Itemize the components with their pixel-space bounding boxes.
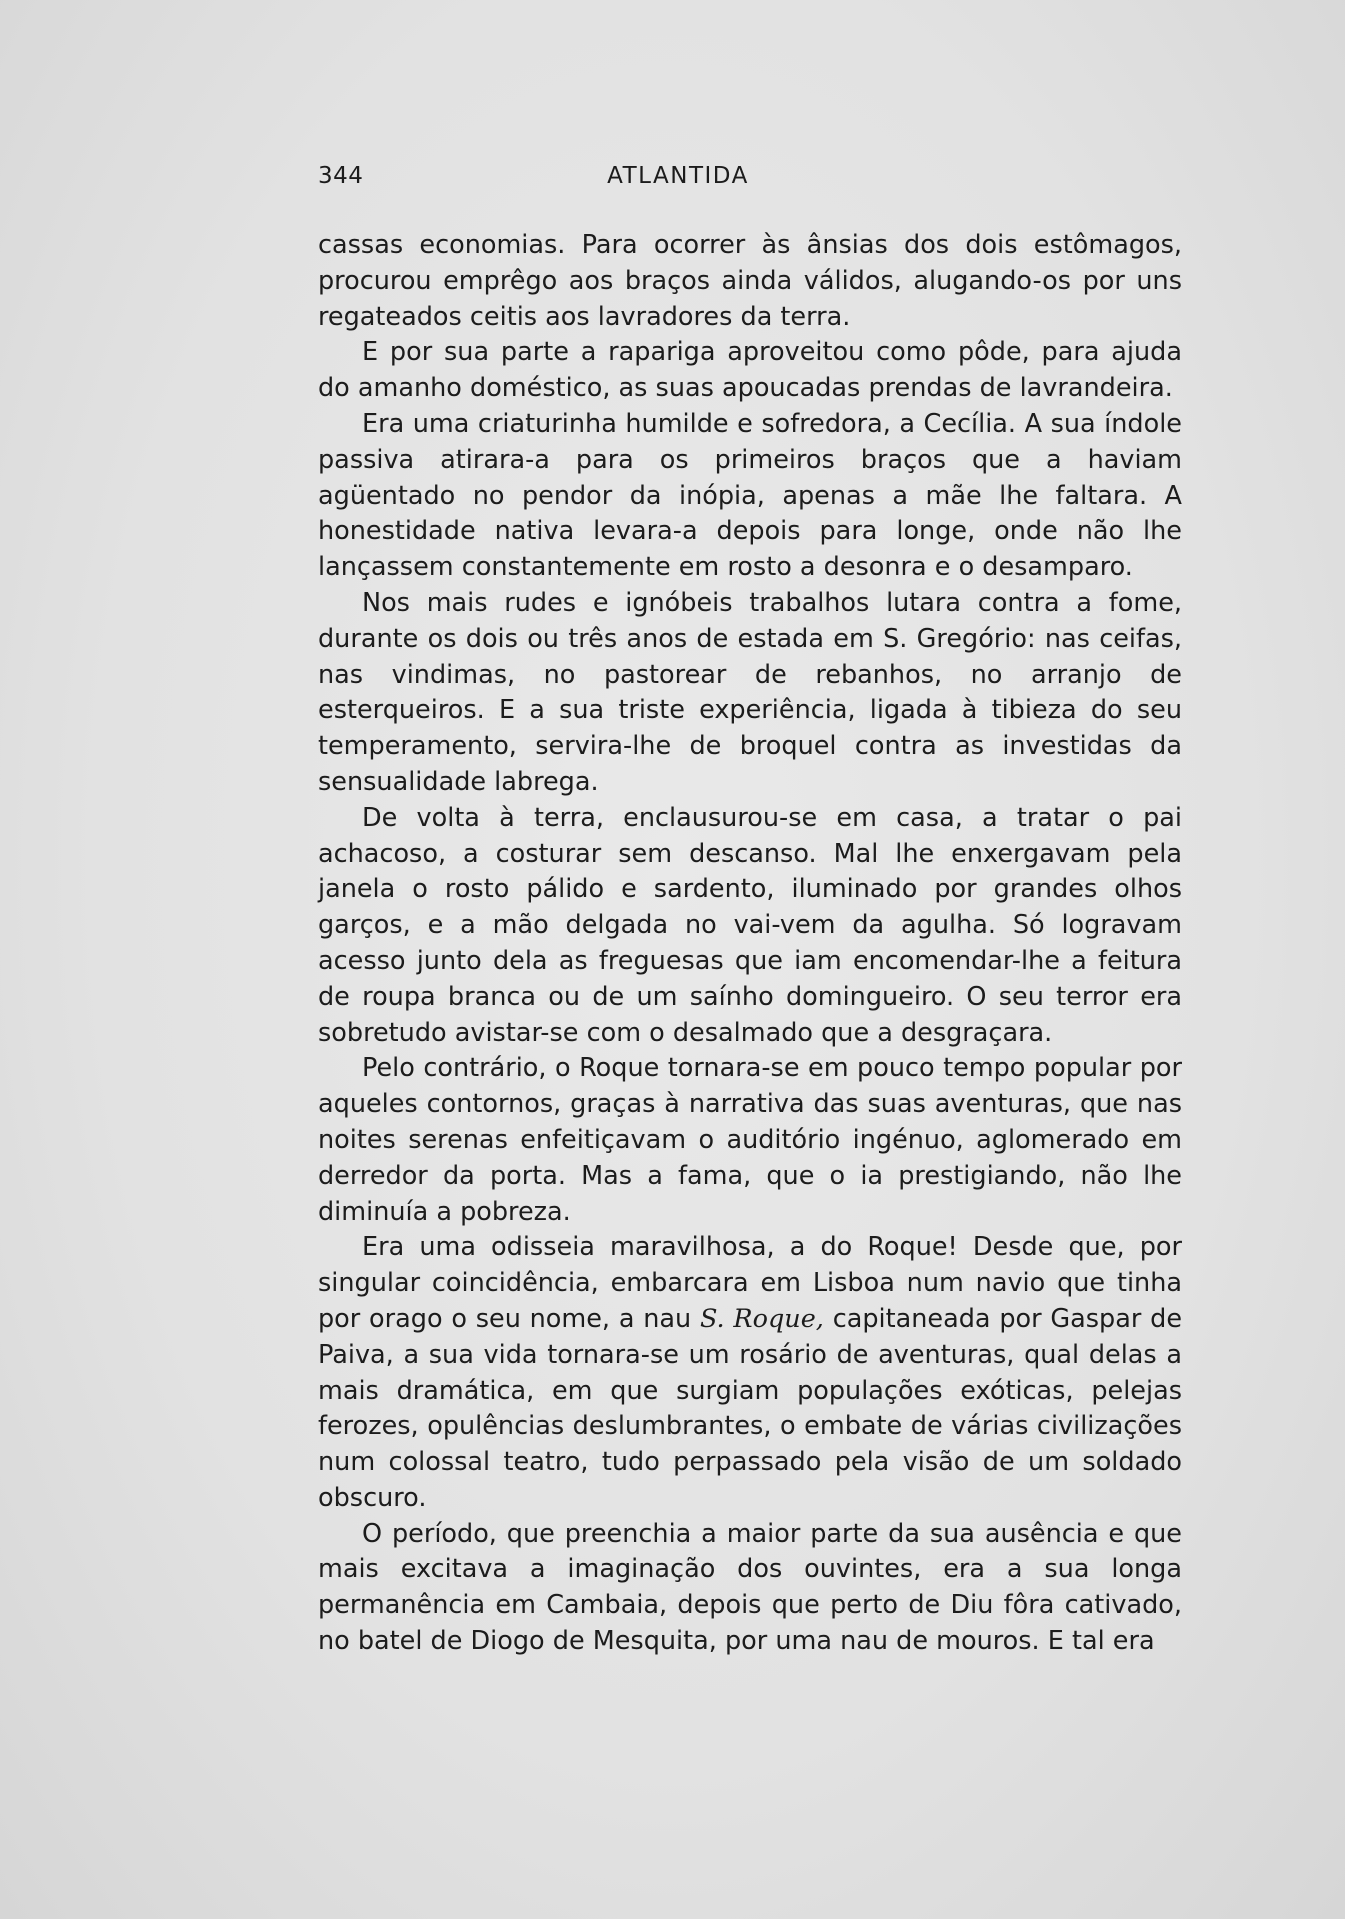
paragraph-4: Nos mais rudes e ignóbeis trabalhos lutara contra a fome, durante os dois ou três anos de estada em S. Gregório: nas ceifas, nas vindimas, no pastorear de rebanhos, no arranjo de esterqueiros. E a sua triste experiência, ligada à tibieza do seu temperamento, servira-lhe de broquel contra as investidas da sensualidade labrega. [318, 587, 1182, 797]
ship-name: S. Roque, [699, 1303, 824, 1334]
paragraph-3: Era uma criaturinha humilde e sofredora, a Cecília. A sua índole passiva atirara-a para os primeiros braços que a haviam agüentado no pendor da inópia, apenas a mãe lhe faltara. A honestidade nativa levara-a depois para longe, onde não lhe lançassem constantemente em rosto a desonra e o desamparo. [318, 408, 1182, 583]
paragraph-7 [318, 1230, 1182, 1516]
page-number: 344 [318, 163, 364, 189]
paragraph-8: O período, que preenchia a maior parte da sua ausência e que mais excitava a imaginação dos ouvintes, era a sua longa permanência em Cambaia, depois que perto de Diu fôra cativado, no batel de Diogo de Mesquita, por uma nau de mouros. E tal era [318, 1518, 1182, 1657]
paragraph-6: Pelo contrário, o Roque tornara-se em pouco tempo popular por aqueles contornos, graças à narrativa das suas aventuras, que nas noites serenas enfeitiçavam o auditório ingénuo, aglomerado em derredor da porta. Mas a fama, que o ia prestigiando, não lhe diminuía a pobreza. [318, 1053, 1182, 1227]
paragraph-1: cassas economias. Para ocorrer às ânsias dos dois estômagos, procurou emprêgo aos braços ainda válidos, alugando-os por uns regateados ceitis aos lavradores da terra. [318, 230, 1182, 332]
running-head [318, 163, 1188, 193]
paragraph-5: De volta à terra, enclausurou-se em casa, a tratar o pai achacoso, a costurar sem descanso. Mal lhe enxergavam pela janela o rosto pálido e sardento, iluminado por grandes olhos garços, e a mão delgada no vai-vem da agulha. Só logravam acesso junto dela as freguesas que iam encomendar-lhe a feitura de roupa branca ou de um saínho domingueiro. O seu terror era sobretudo avistar-se com o desalmado que a desgraçara. [318, 802, 1182, 1048]
paragraph-7-end: capitaneada por Gaspar de Paiva, a sua vida tornara-se um rosário de aventuras, qual delas a mais dramática, em que surgiam populações exóticas, pelejas ferozes, opulências deslumbrantes, o embate de várias civilizações num colossal teatro, tudo perpassado pela visão de um soldado obscuro. [318, 1303, 1183, 1513]
running-title: ATLANTIDA [607, 163, 749, 189]
paragraph-2: E por sua parte a rapariga aproveitou como pôde, para ajuda do amanho doméstico, as suas apoucadas prendas de lavrandeira. [318, 337, 1182, 404]
body-text [318, 228, 1182, 1660]
paragraph-7-start: Era uma odisseia maravilhosa, a do Roque! Desde que, por singular coincidência, embarcara em Lisboa num navio que tinha por orago o seu nome, a nau [318, 1232, 1182, 1334]
